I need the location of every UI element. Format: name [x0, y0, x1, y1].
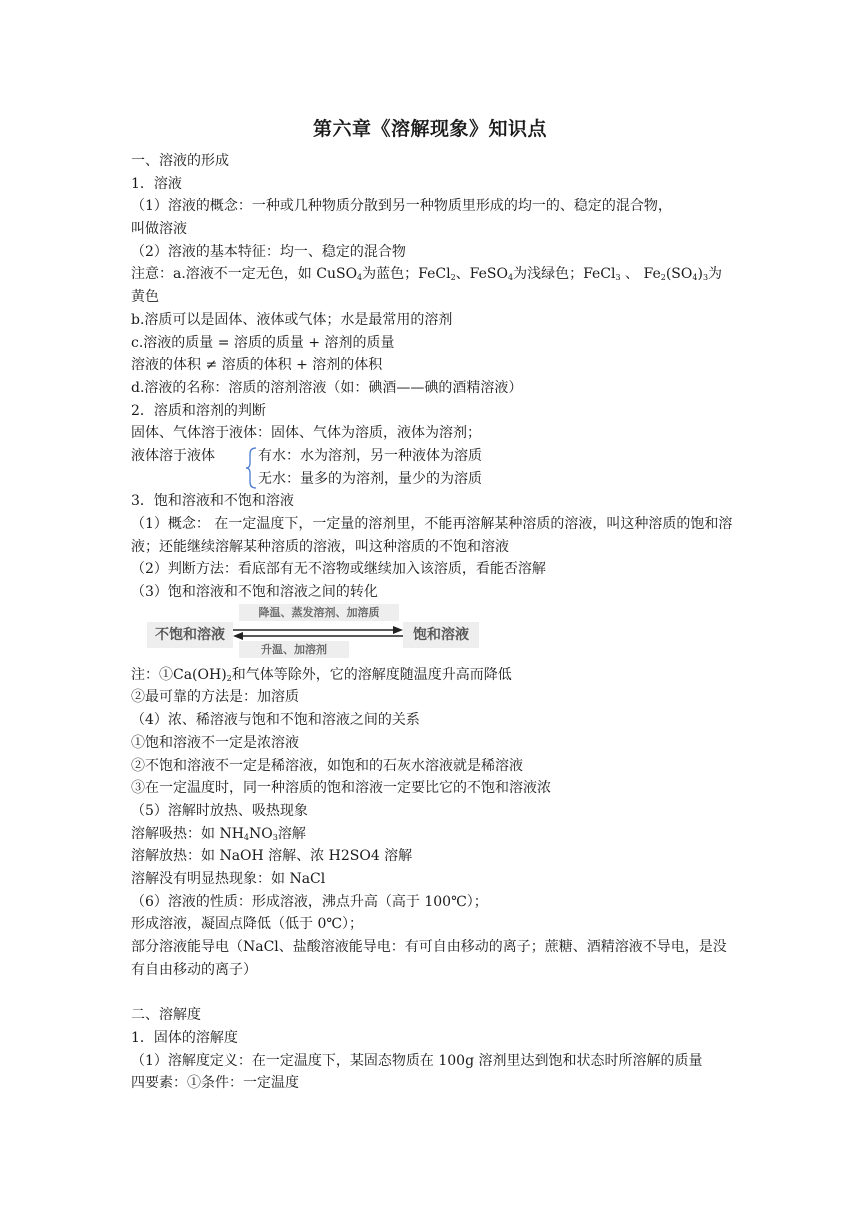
note-c-volume: 溶液的体积 ≠ 溶质的体积 + 溶剂的体积: [131, 357, 383, 374]
exothermic-example: 溶解放热：如 NaOH 溶解、浓 H2SO4 溶解: [131, 848, 413, 865]
note-a-continued: 黄色: [131, 289, 159, 306]
note-exception: 注：$①Ca(OH)_2$和气体等除外，它的溶解度随温度升高而降低: [131, 666, 512, 683]
subheading-solid-solubility: 1．固体的溶解度: [131, 1029, 238, 1046]
note-b: b.溶质可以是固体、液体或气体；水是最常用的溶剂: [131, 311, 453, 328]
note-d: d.溶液的名称：溶质的溶剂溶液（如：碘酒——碘的酒精溶液）: [131, 379, 523, 396]
spacer: [131, 981, 736, 1004]
paragraph: 叫做溶液: [131, 221, 187, 238]
conversion-arrows-icon: [231, 626, 407, 640]
note-reliable-method: ②最可靠的方法是：加溶质: [131, 689, 299, 706]
brace-option-without-water: 无水：量多的为溶剂，量少的为溶质: [258, 470, 482, 487]
section-heading-2: 二、溶解度: [131, 1007, 201, 1024]
saturated-box: 饱和溶液: [403, 622, 479, 648]
paragraph: 固体、气体溶于液体：固体、气体为溶质，液体为溶剂；: [131, 425, 481, 442]
subheading-saturated: 3．饱和溶液和不饱和溶液: [131, 493, 294, 510]
liquid-in-liquid-rule: [131, 445, 736, 490]
subheading-solute-solvent: 2．溶质和溶剂的判断: [131, 402, 266, 419]
subheading-solution: 1．溶液: [131, 175, 182, 192]
forward-condition-label: 降温、蒸发溶剂、加溶质: [239, 604, 399, 621]
paragraph: （1）溶解度定义：在一定温度下，某固态物质在 100g 溶剂里达到饱和状态时所溶解的质量: [131, 1052, 703, 1069]
paragraph: （4）浓、稀溶液与饱和不饱和溶液之间的关系: [131, 712, 420, 729]
neutral-example: 溶解没有明显热现象：如 NaCl: [131, 870, 326, 887]
page-title: 第六章《溶解现象》知识点: [312, 118, 547, 140]
note-a: 注意：a.溶液不一定无色，如 CuSO$_4$为蓝色；FeCl$_2$、FeSO$_4$为浅绿色；FeCl$_3$ 、 $Fe_2(SO_4)_3$为: [131, 266, 723, 283]
paragraph: （6）溶液的性质：形成溶液，沸点升高（高于 100℃）；: [131, 893, 488, 910]
paragraph: （2）溶液的基本特征：均一、稳定的混合物: [131, 243, 406, 260]
list-item: ①饱和溶液不一定是浓溶液: [131, 734, 299, 751]
paragraph: （3）饱和溶液和不饱和溶液之间的转化: [131, 584, 378, 601]
paragraph: 四要素：①条件：一定温度: [131, 1075, 299, 1092]
reverse-condition-label: 升温、加溶剂: [239, 641, 349, 658]
brace-option-with-water: 有水：水为溶剂，另一种液体为溶质: [258, 447, 482, 464]
paragraph: （2）判断方法：看底部有无不溶物或继续加入该溶质，看能否溶解: [131, 561, 546, 578]
brace-label: 液体溶于液体: [131, 447, 215, 464]
list-item: ③在一定温度时，同一种溶质的饱和溶液一定要比它的不饱和溶液浓: [131, 780, 551, 797]
paragraph-concept: （1）概念： 在一定温度下，一定量的溶剂里，不能再溶解某种溶质的溶液，叫这种溶质的饱和溶液；还能继续溶解某种溶质的溶液，叫这种溶质的不饱和溶液: [131, 516, 733, 555]
section-heading-1: 一、溶液的形成: [131, 153, 229, 169]
left-brace-icon: [245, 447, 257, 489]
endothermic-example: 溶解吸热：如 $NH_4NO_3$溶解: [131, 825, 306, 842]
conversion-diagram: [131, 604, 736, 664]
document-body: [131, 150, 736, 1095]
note-c: c.溶液的质量 = 溶质的质量 + 溶剂的质量: [131, 334, 395, 351]
paragraph: （5）溶解时放热、吸热现象: [131, 802, 308, 819]
paragraph-conductivity: 部分溶液能导电（NaCl、盐酸溶液能导电：有可自由移动的离子；蔗糖、酒精溶液不导电，是没有自由移动的离子）: [131, 939, 727, 978]
paragraph: 形成溶液，凝固点降低（低于 0℃）；: [131, 916, 364, 933]
paragraph: （1）溶液的概念：一种或几种物质分散到另一种物质里形成的均一的、稳定的混合物，: [131, 198, 672, 215]
unsaturated-box: 不饱和溶液: [147, 622, 233, 648]
list-item: ②不饱和溶液不一定是稀溶液，如饱和的石灰水溶液就是稀溶液: [131, 757, 523, 774]
